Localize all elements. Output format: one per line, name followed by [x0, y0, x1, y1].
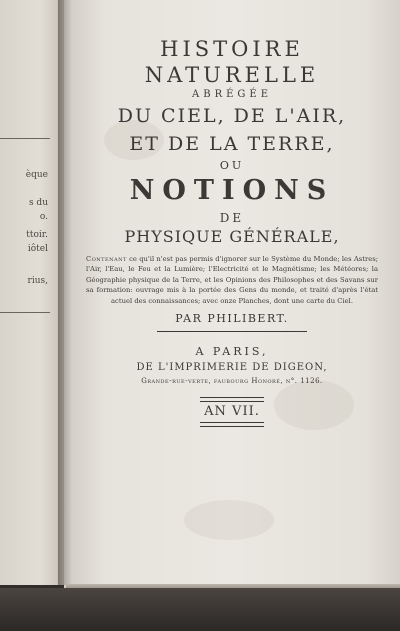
title-description [86, 254, 378, 306]
title-page [64, 0, 400, 590]
description-lead: Contenant [86, 255, 127, 263]
left-page-fragment: rius, [27, 276, 48, 286]
left-page-fragment: èque [25, 170, 48, 180]
divider-rule [157, 331, 307, 332]
imprint-city: A PARIS, [195, 345, 269, 359]
table-surface [0, 588, 400, 631]
title-notions: NOTIONS [129, 175, 335, 206]
year-block [200, 397, 264, 427]
title-ou: OU [219, 159, 245, 172]
imprint-address: Grande-rue-verte, faubourg Honoré, n°. 1126. [141, 377, 323, 386]
title-histoire: HISTOIRE [160, 37, 304, 61]
title-de: DE [219, 211, 245, 225]
publication-year: AN VII. [204, 404, 260, 420]
left-page-fragment: o. [39, 212, 48, 222]
title-abregee: ABRÉGÉE [192, 89, 272, 100]
book-gutter [58, 0, 72, 585]
year-rule-top [200, 397, 264, 402]
title-physique-generale: PHYSIQUE GÉNÉRALE, [124, 227, 340, 246]
title-naturelle: NATURELLE [144, 63, 320, 87]
page-stain [184, 500, 274, 540]
left-page-fragment: iôtel [27, 244, 48, 254]
author-line: PAR PHILIBERT. [175, 312, 289, 326]
left-page-rule-bottom [0, 312, 50, 313]
description-body: ce qu'il n'est pas permis d'ignorer sur le Système du Monde; les Astres; l'Air, l'Eau, le Feu et la Lumière; l'Electricité et le Magnétisme; les Météores; la Géographie physique de la Terre, et les Opinions des Philosophes et des Savans sur sa formation: ouvrage mis à la portée des Gens du monde, et traité d'après l'état actuel des connaissances; avec onze Planches, dont une carte du Ciel. [86, 255, 378, 305]
title-terre: ET DE LA TERRE, [129, 133, 335, 155]
left-page [0, 0, 66, 585]
left-page-rule-top [0, 138, 50, 139]
title-page-text [82, 36, 382, 427]
imprint-printer: DE L'IMPRIMERIE DE DIGEON, [136, 362, 328, 374]
title-du-ciel: DU CIEL, DE L'AIR, [117, 105, 347, 127]
left-page-fragment: s du [28, 198, 48, 208]
left-page-fragment: ttoir. [26, 230, 48, 240]
year-rule-bottom [200, 422, 264, 427]
